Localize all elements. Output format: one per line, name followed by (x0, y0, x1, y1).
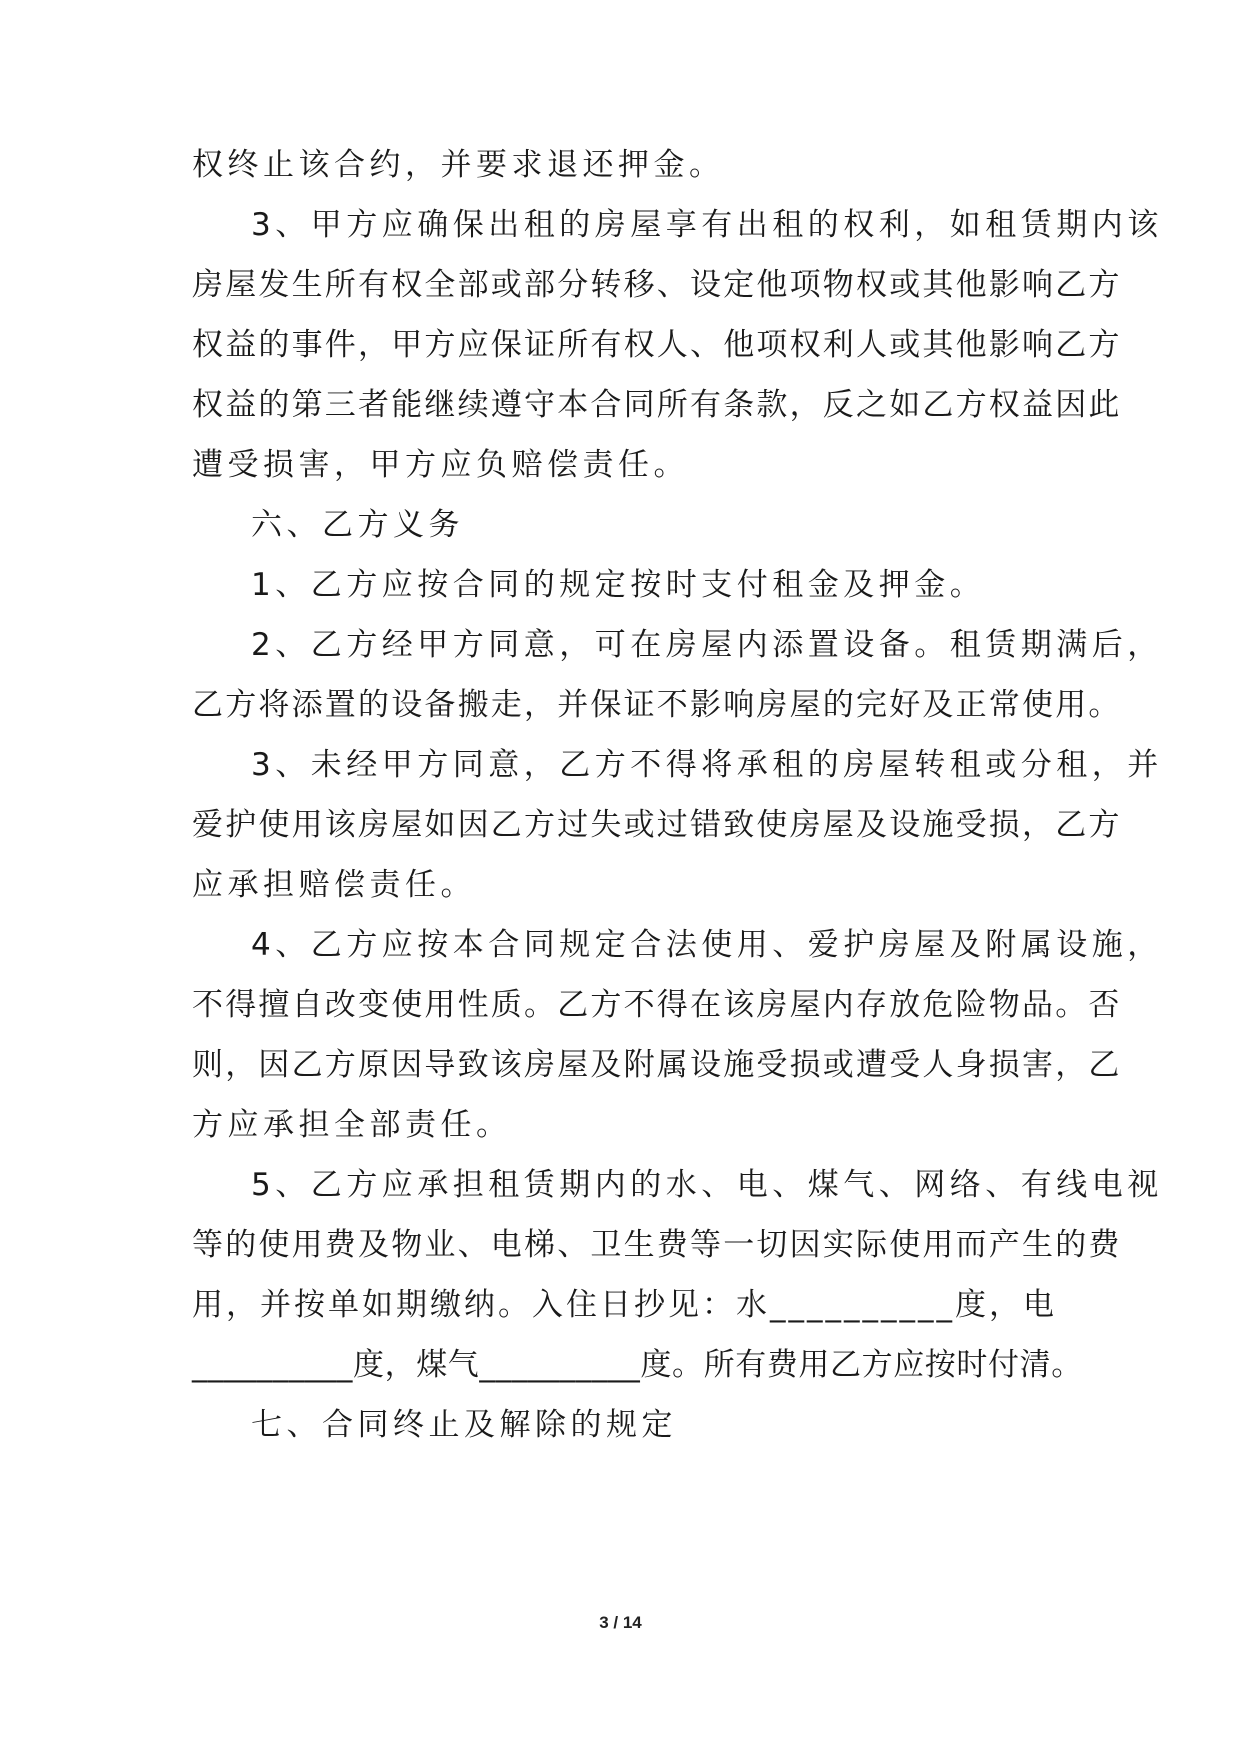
section-heading: 六、乙方义务 (251, 507, 464, 543)
text-line: 不得擅自改变使用性质。乙方不得在该房屋内存放危险物品。否 (192, 987, 1122, 1023)
text-line: 遭受损害，甲方应负赔偿责任。 (192, 447, 689, 483)
text-line: 3、甲方应确保出租的房屋享有出租的权利，如租赁期内该 (251, 207, 1163, 243)
text-line: 爱护使用该房屋如因乙方过失或过错致使房屋及设施受损，乙方 (192, 807, 1122, 843)
text-line: 5、乙方应承担租赁期内的水、电、煤气、网络、有线电视 (251, 1167, 1163, 1203)
text-line: 权益的第三者能继续遵守本合同所有条款，反之如乙方权益因此 (192, 387, 1122, 423)
text-line-with-blanks: __________度，煤气__________度。所有费用乙方应按时付清。 (192, 1347, 1083, 1383)
text-line: 等的使用费及物业、电梯、卫生费等一切因实际使用而产生的费 (192, 1227, 1122, 1263)
text-line: 方应承担全部责任。 (192, 1107, 512, 1143)
text-line: 权终止该合约，并要求退还押金。 (192, 147, 725, 183)
text-line: 则，因乙方原因导致该房屋及附属设施受损或遭受人身损害，乙 (192, 1047, 1122, 1083)
text-line: 1、乙方应按合同的规定按时支付租金及押金。 (251, 567, 986, 603)
section-heading: 七、合同终止及解除的规定 (251, 1407, 677, 1443)
text-line: 应承担赔偿责任。 (192, 867, 476, 903)
text-line-with-blanks: 用，并按单如期缴纳。入住日抄见：水__________度，电 (192, 1287, 1057, 1323)
text-line: 2、乙方经甲方同意，可在房屋内添置设备。租赁期满后， (251, 627, 1163, 663)
page-number: 3 / 14 (599, 1613, 642, 1632)
text-line: 权益的事件，甲方应保证所有权人、他项权利人或其他影响乙方 (192, 327, 1122, 363)
text-line: 3、未经甲方同意，乙方不得将承租的房屋转租或分租，并 (251, 747, 1163, 783)
text-line: 4、乙方应按本合同规定合法使用、爱护房屋及附属设施， (251, 927, 1163, 963)
text-line: 乙方将添置的设备搬走，并保证不影响房屋的完好及正常使用。 (192, 687, 1122, 723)
text-line: 房屋发生所有权全部或部分转移、设定他项物权或其他影响乙方 (192, 267, 1122, 303)
